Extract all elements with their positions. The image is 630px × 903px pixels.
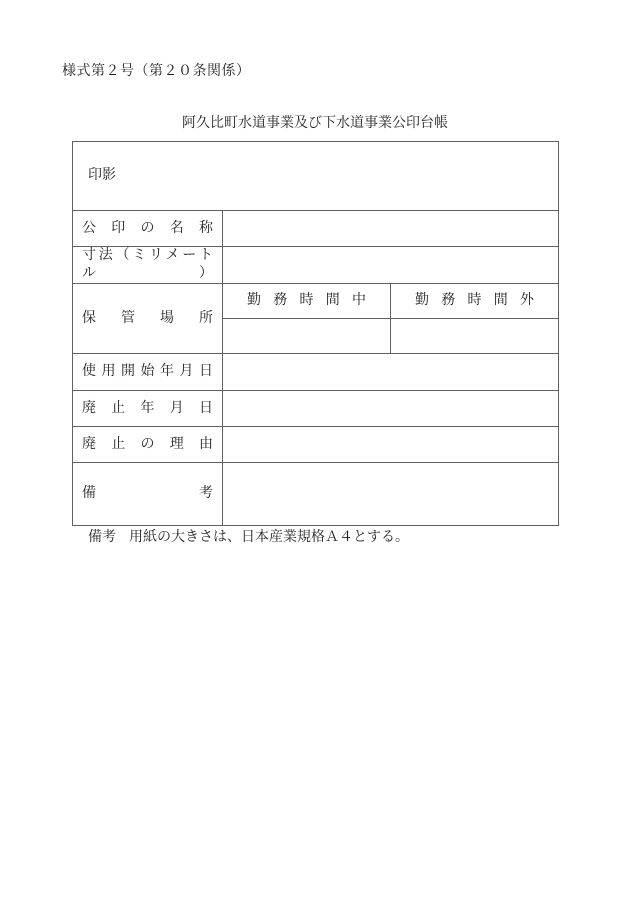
abolition-reason-label: 廃止の理由	[73, 427, 223, 463]
working-hours-header: 勤務時間中	[223, 284, 391, 319]
seal-name-value-cell	[223, 211, 559, 247]
table-row	[73, 427, 559, 463]
storage-off-hours-value-cell	[391, 319, 559, 354]
footnote-text: 用紙の大きさは、日本産業規格Ａ４とする。	[129, 530, 409, 545]
use-start-date-value-cell	[223, 354, 559, 391]
table-row	[73, 211, 559, 247]
table-row	[73, 391, 559, 427]
document-title: 阿久比町水道事業及び下水道事業公印台帳	[182, 116, 448, 131]
seal-register-table	[72, 141, 559, 526]
abolition-reason-value-cell	[223, 427, 559, 463]
form-number-label: 様式第２号（第２０条関係）	[62, 64, 251, 79]
table-row	[73, 142, 559, 211]
dimensions-label: 寸法（ミリメートル）	[73, 247, 223, 284]
seal-name-label: 公印の名称	[73, 211, 223, 247]
table-row	[73, 284, 559, 319]
dimensions-value-cell	[223, 247, 559, 284]
table-row	[73, 463, 559, 526]
remarks-value-cell	[223, 463, 559, 526]
footnote-label: 備考	[88, 530, 116, 545]
paper-size-footnote	[88, 528, 409, 547]
use-start-date-label: 使用開始年月日	[73, 354, 223, 391]
storage-location-label: 保管場所	[73, 284, 223, 354]
table-row	[73, 354, 559, 391]
off-hours-header: 勤務時間外	[391, 284, 559, 319]
abolition-date-label: 廃止年月日	[73, 391, 223, 427]
table-row	[73, 247, 559, 284]
abolition-date-value-cell	[223, 391, 559, 427]
seal-impression-cell: 印影	[73, 142, 559, 211]
remarks-label: 備考	[73, 463, 223, 526]
storage-working-hours-value-cell	[223, 319, 391, 354]
